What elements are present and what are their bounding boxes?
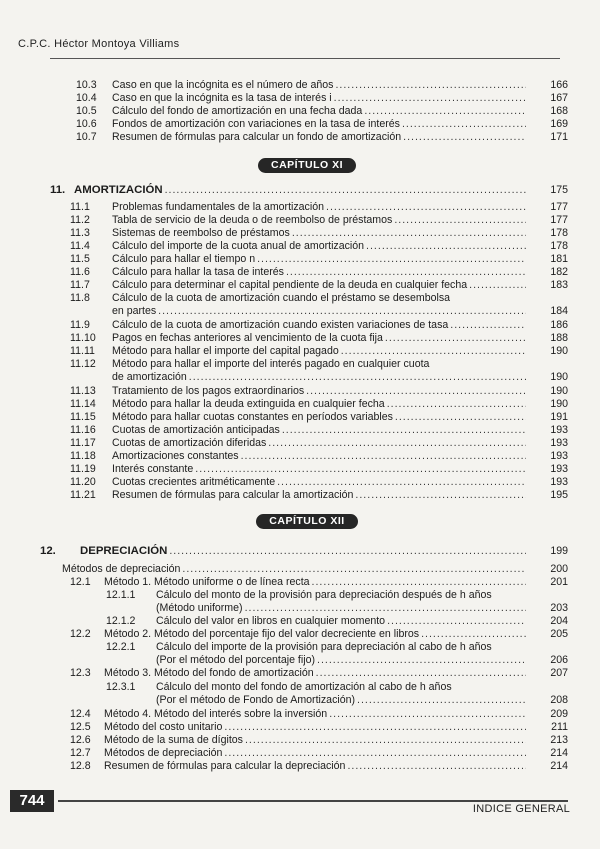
entry-title: Cálculo de la cuota de amortización cuando existen variaciones de tasa: [112, 319, 449, 331]
entry-title: Sistemas de reembolso de préstamos: [112, 227, 290, 239]
toc-entry: [0, 694, 600, 707]
entry-title: Método para hallar la deuda extinguida en cualquier fecha: [112, 398, 385, 410]
dot-leader: [355, 489, 526, 502]
dot-leader: [158, 305, 526, 318]
toc-entry: [0, 358, 600, 371]
dot-leader: [469, 279, 526, 292]
entry-title: Pagos en fechas anteriores al vencimiento de la cuota fija: [112, 332, 383, 344]
entry-title: Métodos de depreciación: [62, 563, 181, 575]
entry-title: Método de la suma de dígitos: [104, 734, 243, 746]
chapter-banner-xii: CAPÍTULO XII: [256, 514, 358, 529]
dot-leader: [317, 654, 526, 667]
toc-entry: [0, 279, 600, 292]
entry-number: 12.7: [70, 747, 91, 759]
dot-leader: [394, 214, 526, 227]
entry-title: Interés constante: [112, 463, 194, 475]
entry-number: 11.12: [70, 358, 96, 370]
dot-leader: [326, 201, 526, 214]
entry-page: 183: [550, 279, 568, 291]
entry-number: 10.4: [76, 92, 97, 104]
toc-entry: [0, 681, 600, 694]
toc-entry: [0, 667, 600, 680]
dot-leader: [387, 615, 526, 628]
toc-entry: [0, 721, 600, 734]
dot-leader: [268, 437, 526, 450]
toc-entry: [0, 760, 600, 773]
page-number: 744: [10, 790, 54, 812]
toc-entry: [0, 424, 600, 437]
toc-entry: [0, 463, 600, 476]
dot-leader: [277, 476, 526, 489]
footer-rule: [58, 800, 568, 802]
entry-title: Cálculo del monto de la provisión para depreciación después de h años: [156, 589, 492, 601]
entry-title: Cálculo del importe de la cuota anual de amortización: [112, 240, 365, 252]
running-header: C.P.C. Héctor Montoya Villiams: [18, 38, 180, 50]
entry-page: 166: [550, 79, 568, 91]
entry-title: Métodos de depreciación: [104, 747, 223, 759]
toc-entry: [0, 589, 600, 602]
entry-page: 190: [550, 385, 568, 397]
entry-title: DEPRECIACIÓN: [80, 545, 168, 557]
entry-number: 12.2: [70, 628, 91, 640]
toc-entry: [0, 602, 600, 615]
chapter-entry: [0, 545, 600, 558]
entry-number: 12.: [40, 545, 56, 557]
entry-title: (Por el método del porcentaje fijo): [156, 654, 315, 666]
dot-leader: [282, 424, 526, 437]
entry-page: 195: [550, 489, 568, 501]
entry-title: Cálculo para hallar el tiempo n: [112, 253, 256, 265]
dot-leader: [385, 332, 526, 345]
entry-number: 11.10: [70, 332, 96, 344]
dot-leader: [347, 760, 526, 773]
entry-number: 10.7: [76, 131, 97, 143]
dot-leader: [182, 563, 526, 576]
toc-entry: [0, 319, 600, 332]
entry-number: 11.6: [70, 266, 90, 278]
toc-entry: [0, 214, 600, 227]
entry-page: 193: [550, 437, 568, 449]
toc-entry: [0, 708, 600, 721]
entry-page: 191: [550, 411, 568, 423]
entry-page: 214: [550, 747, 568, 759]
entry-title: Cuotas de amortización anticipadas: [112, 424, 280, 436]
dot-leader: [165, 184, 526, 197]
entry-title: Método 3. Método del fondo de amortización: [104, 667, 314, 679]
entry-page: 205: [550, 628, 568, 640]
entry-page: 177: [550, 214, 568, 226]
entry-page: 206: [550, 654, 568, 666]
entry-title: Método 4. Método del interés sobre la inversión: [104, 708, 328, 720]
entry-page: 182: [550, 266, 568, 278]
dot-leader: [395, 411, 526, 424]
toc-entry: [0, 437, 600, 450]
entry-page: 181: [550, 253, 568, 265]
entry-number: 11.21: [70, 489, 96, 501]
dot-leader: [341, 345, 526, 358]
entry-number: 11.7: [70, 279, 90, 291]
dot-leader: [387, 398, 526, 411]
entry-number: 12.1.1: [106, 589, 136, 601]
dot-leader: [421, 628, 526, 641]
toc-entry: [0, 385, 600, 398]
dot-leader: [335, 79, 526, 92]
entry-number: 11.17: [70, 437, 96, 449]
entry-title: Cálculo del monto del fondo de amortización al cabo de h años: [156, 681, 452, 693]
entry-number: 11.8: [70, 292, 90, 304]
dot-leader: [195, 463, 526, 476]
toc-entry: [0, 411, 600, 424]
entry-title: Resumen de fórmulas para calcular la depreciación: [104, 760, 346, 772]
dot-leader: [189, 371, 526, 384]
entry-title: Cuotas de amortización diferidas: [112, 437, 267, 449]
dot-leader: [312, 576, 526, 589]
entry-page: 190: [550, 345, 568, 357]
toc-entry: [0, 292, 600, 305]
entry-number: 11.5: [70, 253, 90, 265]
entry-number: 11.16: [70, 424, 96, 436]
entry-page: 178: [550, 227, 568, 239]
entry-page: 193: [550, 476, 568, 488]
entry-number: 12.6: [70, 734, 91, 746]
entry-number: 12.8: [70, 760, 91, 772]
dot-leader: [402, 118, 526, 131]
chapter-banner-xi: CAPÍTULO XI: [258, 158, 356, 173]
entry-number: 11.2: [70, 214, 90, 226]
entry-page: 213: [550, 734, 568, 746]
entry-title: Amortizaciones constantes: [112, 450, 239, 462]
entry-page: 199: [550, 545, 568, 557]
entry-title: Método para hallar el importe del capital pagado: [112, 345, 339, 357]
entry-page: 193: [550, 463, 568, 475]
entry-title: AMORTIZACIÓN: [74, 184, 163, 196]
entry-title: Resumen de fórmulas para calcular la amortización: [112, 489, 354, 501]
entry-number: 10.5: [76, 105, 97, 117]
entry-page: 190: [550, 398, 568, 410]
entry-number: 10.3: [76, 79, 97, 91]
entry-page: 177: [550, 201, 568, 213]
toc-entry: [0, 398, 600, 411]
entry-title: Fondos de amortización con variaciones en la tasa de interés: [112, 118, 400, 130]
entry-page: 178: [550, 240, 568, 252]
entry-title: Método para hallar cuotas constantes en períodos variables: [112, 411, 393, 423]
entry-number: 12.3.1: [106, 681, 136, 693]
entry-page: 175: [550, 184, 568, 196]
entry-page: 211: [551, 721, 568, 733]
dot-leader: [241, 450, 526, 463]
entry-page: 193: [550, 450, 568, 462]
toc-entry: [0, 118, 600, 131]
entry-title: Cálculo de la cuota de amortización cuando el préstamo se desembolsa: [112, 292, 451, 304]
entry-title: Caso en que la incógnita es el número de años: [112, 79, 334, 91]
entry-number: 11.13: [70, 385, 96, 397]
entry-page: 208: [550, 694, 568, 706]
dot-leader: [245, 602, 526, 615]
dot-leader: [286, 266, 526, 279]
entry-title: Método 1. Método uniforme o de línea recta: [104, 576, 310, 588]
toc-entry: [0, 240, 600, 253]
toc-entry: [0, 201, 600, 214]
entry-number: 12.3: [70, 667, 91, 679]
toc-entry: [0, 734, 600, 747]
entry-page: 188: [550, 332, 568, 344]
toc-entry: [0, 105, 600, 118]
dot-leader: [450, 319, 526, 332]
toc-entry: [0, 131, 600, 144]
entry-title: Tratamiento de los pagos extraordinarios: [112, 385, 305, 397]
entry-page: 190: [550, 371, 568, 383]
dot-leader: [245, 734, 526, 747]
entry-number: 11.3: [70, 227, 90, 239]
toc-entry: [0, 371, 600, 384]
section-label: INDICE GENERAL: [472, 803, 570, 815]
entry-title: (Método uniforme): [156, 602, 243, 614]
dot-leader: [306, 385, 526, 398]
entry-page: 201: [550, 576, 568, 588]
entry-page: 167: [550, 92, 568, 104]
dot-leader: [357, 694, 526, 707]
entry-page: 184: [550, 305, 568, 317]
entry-title: Resumen de fórmulas para calcular un fondo de amortización: [112, 131, 402, 143]
entry-number: 11.1: [70, 201, 90, 213]
toc-entry: [0, 450, 600, 463]
toc-entry: [0, 747, 600, 760]
entry-number: 11.14: [70, 398, 96, 410]
entry-title: Cálculo para hallar la tasa de interés: [112, 266, 284, 278]
toc-entry: [0, 266, 600, 279]
entry-page: 186: [550, 319, 568, 331]
entry-title: Cálculo del fondo de amortización en una fecha dada: [112, 105, 363, 117]
toc-entry: [0, 654, 600, 667]
entry-page: 193: [550, 424, 568, 436]
dot-leader: [224, 747, 526, 760]
entry-title: en partes: [112, 305, 157, 317]
entry-title: Método 2. Método del porcentaje fijo del valor decreciente en libros: [104, 628, 420, 640]
toc-entry: [0, 332, 600, 345]
toc-entry: [0, 79, 600, 92]
toc-entry: [0, 563, 600, 576]
entry-title: Método del costo unitario: [104, 721, 223, 733]
chapter-entry: [0, 184, 600, 197]
entry-page: 214: [550, 760, 568, 772]
entry-page: 171: [550, 131, 568, 143]
dot-leader: [329, 708, 526, 721]
toc-entry: [0, 345, 600, 358]
entry-title: Método para hallar el importe del interés pagado en cualquier cuota: [112, 358, 430, 370]
entry-page: 200: [550, 563, 568, 575]
toc-entry: [0, 476, 600, 489]
entry-number: 11.4: [70, 240, 90, 252]
toc-entry: [0, 576, 600, 589]
entry-page: 169: [550, 118, 568, 130]
entry-number: 11.9: [70, 319, 90, 331]
dot-leader: [292, 227, 526, 240]
entry-number: 11.20: [70, 476, 96, 488]
entry-page: 207: [550, 667, 568, 679]
entry-title: (Por el método de Fondo de Amortización): [156, 694, 356, 706]
entry-title: Cálculo del importe de la provisión para depreciación al cabo de h años: [156, 641, 492, 653]
toc-entry: [0, 227, 600, 240]
entry-number: 11.: [50, 184, 66, 196]
dot-leader: [364, 105, 526, 118]
entry-page: 203: [550, 602, 568, 614]
entry-title: Cuotas crecientes aritméticamente: [112, 476, 276, 488]
toc-entry: [0, 253, 600, 266]
entry-number: 12.1: [70, 576, 91, 588]
entry-number: 11.15: [70, 411, 96, 423]
entry-title: Tabla de servicio de la deuda o de reembolso de préstamos: [112, 214, 393, 226]
entry-title: Cálculo para determinar el capital pendiente de la deuda en cualquier fecha: [112, 279, 468, 291]
dot-leader: [334, 92, 526, 105]
toc-entry: [0, 641, 600, 654]
dot-leader: [366, 240, 526, 253]
entry-number: 12.1.2: [106, 615, 136, 627]
entry-title: de amortización: [112, 371, 187, 383]
dot-leader: [169, 545, 526, 558]
dot-leader: [257, 253, 526, 266]
toc-entry: [0, 92, 600, 105]
toc-entry: [0, 628, 600, 641]
entry-number: 11.18: [70, 450, 96, 462]
entry-number: 12.2.1: [106, 641, 136, 653]
entry-page: 209: [550, 708, 568, 720]
toc-entry: [0, 489, 600, 502]
entry-number: 12.4: [70, 708, 91, 720]
dot-leader: [224, 721, 526, 734]
toc-entry: [0, 305, 600, 318]
entry-number: 10.6: [76, 118, 97, 130]
toc-entry: [0, 615, 600, 628]
entry-title: Problemas fundamentales de la amortización: [112, 201, 324, 213]
dot-leader: [403, 131, 526, 144]
entry-page: 168: [550, 105, 568, 117]
entry-title: Cálculo del valor en libros en cualquier momento: [156, 615, 386, 627]
dot-leader: [316, 667, 526, 680]
entry-number: 11.19: [70, 463, 96, 475]
entry-number: 12.5: [70, 721, 91, 733]
entry-number: 11.11: [70, 345, 95, 357]
entry-title: Caso en que la incógnita es la tasa de interés i: [112, 92, 332, 104]
entry-page: 204: [550, 615, 568, 627]
